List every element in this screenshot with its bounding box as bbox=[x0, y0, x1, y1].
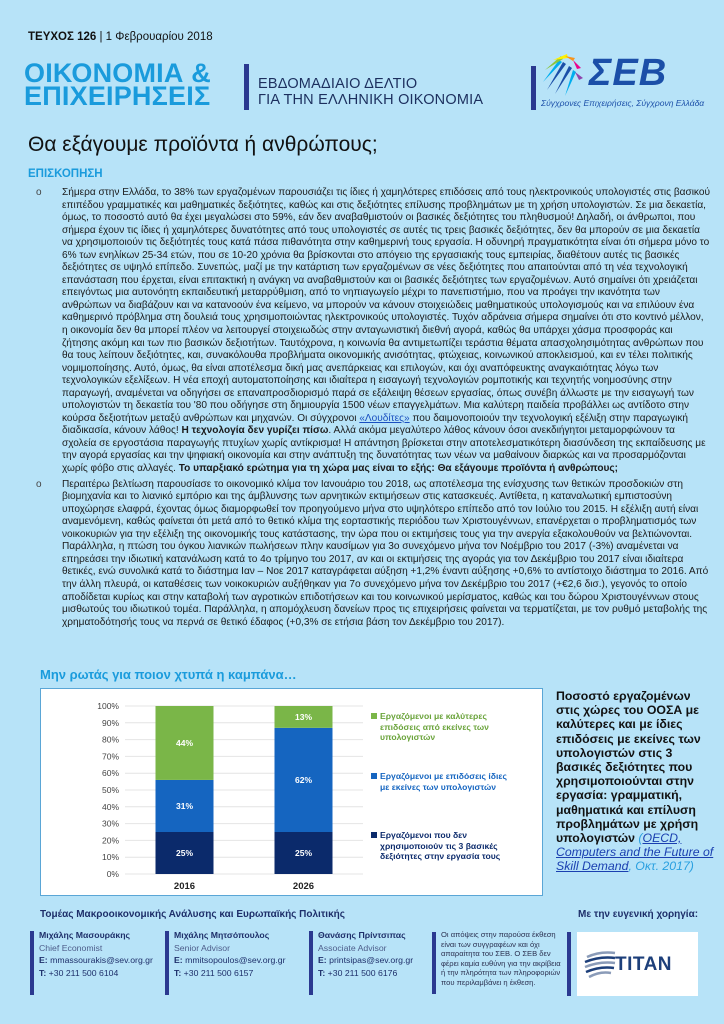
bar-data-label: 31% bbox=[175, 800, 194, 811]
contact-card bbox=[309, 929, 413, 995]
x-tick-label: 2026 bbox=[292, 881, 315, 892]
legend-label: Εργαζόμενοι που δεν χρησιμοποιούν τις 3 βασικές δεξιότητες στην εργασία τους bbox=[380, 830, 501, 861]
y-tick-label: 70% bbox=[101, 751, 119, 762]
phone-label: T: bbox=[318, 967, 326, 978]
stacked-bar-chart bbox=[41, 689, 371, 895]
bullet-text: Περαιτέρω βελτίωση παρουσίασε το οικονομικό κλίμα τον Ιανουάριο του 2018, ως αποτέλεσμα της ενίσχυσης των θετικών προσδοκιών στη βιομηχανία και το λιανικό εμπόριο και της άμβλυνσης των αρνητικών εκτιμήσεων στις κατασκευές. Αντίθετα, η καταναλωτική εμπιστοσύνη υποχώρησε ελαφρά, έχοντας όμως διαμορφωθεί τον προηγούμενο μήνα στο υψηλότερο επίπεδο από τον Ιούλιο του 2015. Η εξέλιξη αυτή είναι αναμενόμενη, καθώς φαίνεται ότι μετά από το θετικό κλίμα της εορταστικής περιόδου των Χριστουγέννων, επανέρχεται ο προβληματισμός των νοικοκυριών για την εξέλιξη της οικονομικής τους κατάστασης, την ώρα που οι εκτιμήσεις τους για την ανεργία εξακολουθούν να βελτιώνονται. Παράλληλα, η πτώση του όγκου λιανικών πωλήσεων πλην καυσίμων για 3ο συνεχόμενο μήνα τον Νοέμβριο του 2017 (-3%) αναμένεται να επηρεάσει την ιδιωτική κατανάλωση κατά το 4ο τρίμηνο του 2017, αν και οι εκτιμήσεις της αγοράς για τον Δεκέμβριο του 2017 είναι ιδιαίτερα θετικές, ενώ συνολικά κατά το διάστημα Ιαν – Νοε 2017 καταγράφεται αύξηση +1,2% έναντι αύξησης +0,6% το αντίστοιχο διάστημα το 2016. Από την άλλη πλευρά, οι καταθέσεις των νοικοκυριών αυξήθηκαν για 7ο συνεχόμενο μήνα τον Δεκέμβριο του 2017 (+€2,6 δισ.), γεγονός το οποίο αποδίδεται κυρίως και στην καταβολή των αγροτικών επιδοτήσεων και του κοινωνικού μερίσματος, καθώς και του δώρου Χριστουγέννων στους μισθωτούς του ιδιωτικού τομέα. Παράλληλα, η απομόχλευση δανείων προς τις επιχειρήσεις φαίνεται να τερματίζεται, με τον ρυθμό μεταβολής της χρηματοδότησής τους να περνά σε θετικό έδαφος (+0,3% σε ετήσια βάση τον Δεκέμβριο του 2017). bbox=[62, 478, 709, 628]
department-heading: Τομέας Μακροοικονομικής Ανάλυσης και Ευρωπαϊκής Πολιτικής bbox=[40, 909, 345, 920]
legend-label: Εργαζόμενοι με επιδόσεις ίδιες με εκείνες των υπολογιστών bbox=[380, 771, 507, 792]
masthead-subtitle-line1: ΕΒΔΟΜΑΔΙΑΙΟ ΔΕΛΤΙΟ bbox=[258, 76, 418, 92]
chart-caption-text: Ποσοστό εργαζομένων στις χώρες του ΟΟΣΑ με καλύτερες και με ίδιες επιδόσεις με εκείνες των υπολογιστών στις 3 βασικές δεξιότητες που χρησιμοποιούνται στην εργασία: γραμματική, μαθηματικά και επίλυση προβλημάτων με χρήση υπολογιστών bbox=[556, 689, 701, 846]
bullet-text: . Αλλά ακόμα μεγαλύτερο λάθος κάνουν όσοι ανεκδιήγητοι μεταμορφώνουν τα σχολεία σε εργοστάσια παραγωγής πτυχίων χωρίς αντίκρισμα! Η απάντηση βρίσκεται στην αποτελεσματικότερη διασύνδεση της εκπαίδευσης με την αγορά εργασίας και την ψηφιακή οικονομία και στην ανάπτυξη της δυνατότητας των νέων να μαθαίνουν διαρκώς και να προσαρμόζονται χωρίς φόβο στις αλλαγές. bbox=[62, 425, 706, 475]
y-tick-label: 40% bbox=[101, 801, 119, 812]
bullet-text: Σήμερα στην Ελλάδα, το 38% των εργαζομένων παρουσιάζει τις ίδιες ή χαμηλότερες επιδόσεις από τους ηλεκτρονικούς υπολογιστές στις βασικού επιπέδου γραμματικές και μαθηματικές δεξιότητες, καθώς και στις δεξιότητες επίλυσης προβλημάτων με τη χρήση υπολογιστών. Σε μια δεκαετία, όμως, το ποσοστό αυτό θα έχει μεγαλώσει στο 59%, εάν δεν αναβαθμιστούν οι βασικές δεξιότητες του πληθυσμού! Δηλαδή, οι άνθρωποι, που σήμερα έχουν τις ίδιες ή χαμηλότερες δυνατότητες από τους υπολογιστές σε αυτές τις τρεις βασικές δεξιότητες, δεν θα μπορούν σε μια δεκαετία να χρησιμοποιούν τις δεξιότητές τους κατά πάσα πιθανότητα στην καθημερινή τους εργασία. Η οδυνηρή πραγματικότητα είναι ότι σήμερα μόνο το 6% των ενηλίκων 25-34 ετών, που σε 10-20 χρόνια θα βρίσκονται στο απόγειο της εργασιακής τους εμπειρίας, διαθέτουν αυτές τις βασικές δεξιότητες σε υψηλό επίπεδο. Συνεπώς, μαζί με την κατάρτιση των εργαζομένων σε νέες δεξιότητες που απαιτούνται από τη νέα τεχνολογική επανάσταση που έρχεται, είναι επιτακτική η ανάγκη να αναβαθμιστούν και οι βασικές δεξιότητες των εργαζομένων. Αυτό σημαίνει ότι χρειάζεται επειγόντως μια αυτονόητη εκπαιδευτική μεταρρύθμιση, από το νηπιαγωγείο μέχρι το πανεπιστήμιο, που να προάγει την ικανότητα των ανθρώπων να διαβάζουν και να κατανοούν ένα κείμενο, να μπορούν να κάνουν στοιχειώδεις μαθηματικούς υπολογισμούς και να επιλύουν ένα καθημερινό πρόβλημα στη δουλειά τους χρησιμοποιώντας ηλεκτρονικούς υπολογιστές. Τυχόν αδράνεια σήμερα σημαίνει ότι στο κοντινό μέλλον, η οικονομία δεν θα μπορεί πλέον να λειτουργεί στοιχειωδώς στην ανταγωνιστική διεθνή αγορά, καθώς θα υπάρχει χάσμα προσφοράς και ζήτησης ακόμη και των πιο βασικών δεξιοτήτων. Ταυτόχρονα, η κοινωνία θα αντιμετωπίζει τεράστια θέματα απασχολησιμότητας ανθρώπων που θα τους λείπουν δεξιότητες, και, συνακόλουθα προβλήματα οικονομικής ανισότητας, φτώχειας, κοινωνικού αποκλεισμού, και εν τέλει πολιτικής νομιμοποίησης. Αυτό, όμως, θα είναι αποτέλεσμα δική μας ανεπάρκειας και επιλογών, και όχι αναπόφευκτης αναγκαιότητας λόγω των τεχνολογικών εξελίξεων. Η νέα εποχή αυτοματοποίησης και ιδιαίτερα η εισαγωγή τεχνολογιών ρομποτικής και τεχνητής νοημοσύνης στην παραγωγή, αναμένεται να οδηγήσει σε επαναπροσδιορισμό παρά σε εξάλειψη θέσεων εργασίας, όπως συνέβη άλλωστε με την εισαγωγή των υπολογιστών τη δεκαετία του '80 που οδήγησε στη δημιουργία 1500 νέων επαγγελμάτων. Μια καλύτερη παιδεία προβάλλει ως αντίδοτο στην κούρσα δεξιοτήτων μεταξύ ανθρώπων και μηχανών. Οι σύγχρονοι bbox=[62, 187, 710, 424]
disclaimer-text: Οι απόψεις στην παρούσα έκθεση είναι των συγγραφέων και όχι απαραίτητα του ΣΕΒ. Ο ΣΕΒ δεν φέρει καμία ευθύνη για την ακρίβεια ή την πληρότητα των πληροφοριών που περιλαμβάνει η έκθεση. bbox=[441, 930, 561, 987]
legend-swatch-icon bbox=[371, 713, 377, 719]
issue-line bbox=[28, 31, 213, 43]
chart-heading: Μην ρωτάς για ποιον χτυπά η καμπάνα… bbox=[40, 667, 297, 682]
legend-item bbox=[371, 771, 508, 792]
source-close: , Οκτ. 2017) bbox=[628, 859, 694, 874]
y-tick-label: 100% bbox=[97, 701, 119, 711]
bullet-marker-icon: o bbox=[36, 478, 42, 490]
legend-swatch-icon bbox=[371, 773, 377, 779]
phone-label: T: bbox=[174, 967, 182, 978]
bar-data-label: 13% bbox=[294, 711, 313, 722]
legend-swatch-icon bbox=[371, 832, 377, 838]
contact-accent-bar bbox=[30, 931, 34, 995]
issue-date: 1 Φεβρουαρίου 2018 bbox=[105, 31, 213, 43]
masthead-subtitle bbox=[258, 76, 483, 108]
source-open: ( bbox=[634, 831, 643, 846]
y-tick-label: 90% bbox=[101, 717, 119, 728]
contact-accent-bar bbox=[165, 931, 169, 995]
bar-data-label: 44% bbox=[175, 737, 194, 748]
legend-item bbox=[371, 830, 510, 862]
titan-globe-icon bbox=[583, 949, 617, 979]
x-tick-label: 2016 bbox=[173, 881, 196, 892]
legend-item bbox=[371, 711, 510, 743]
bullet-emphasis: Η τεχνολογία δεν γυρίζει πίσω bbox=[181, 425, 329, 437]
contact-card bbox=[30, 929, 153, 995]
masthead-divider bbox=[244, 64, 249, 110]
bar-data-label: 62% bbox=[294, 774, 313, 785]
phone-label: T: bbox=[39, 967, 47, 978]
contact-role: Senior Advisor bbox=[174, 942, 231, 953]
contact-email[interactable]: mmitsopoulos@sev.org.gr bbox=[185, 955, 286, 966]
contact-accent-bar bbox=[309, 931, 313, 995]
chart-caption bbox=[556, 689, 716, 874]
y-tick-label: 20% bbox=[101, 835, 119, 846]
contact-email[interactable]: mmassourakis@sev.org.gr bbox=[50, 955, 153, 966]
contact-name: Θανάσης Πρίντσιπας bbox=[318, 930, 406, 940]
page-title: Θα εξάγουμε προϊόντα ή ανθρώπους; bbox=[28, 133, 378, 156]
sev-logo[interactable] bbox=[541, 52, 711, 112]
contact-phone: +30 211 500 6104 bbox=[48, 967, 119, 978]
luddites-link[interactable]: «Λουδίτες» bbox=[359, 412, 410, 424]
contact-name: Μιχάλης Μασουράκης bbox=[39, 930, 131, 940]
masthead-title-line2: ΕΠΙΧΕΙΡΗΣΕΙΣ bbox=[24, 81, 211, 111]
titan-logo-text: TITAN bbox=[615, 954, 673, 975]
issue-separator: | bbox=[99, 31, 103, 43]
bullet-item-skills bbox=[36, 187, 710, 476]
sev-logo-text: ΣΕΒ bbox=[589, 52, 668, 94]
disclaimer bbox=[432, 930, 561, 987]
titan-sponsor-logo[interactable] bbox=[577, 932, 698, 996]
sponsor-accent-bar bbox=[567, 932, 571, 996]
email-label: E: bbox=[174, 955, 183, 966]
y-tick-label: 50% bbox=[101, 785, 119, 795]
email-label: E: bbox=[39, 955, 48, 966]
y-tick-label: 0% bbox=[106, 869, 119, 879]
masthead-title-line1: ΟΙΚΟΝΟΜΙΑ & bbox=[24, 58, 211, 88]
chart-legend bbox=[371, 689, 531, 895]
bullet-emphasis: Το υπαρξιακό ερώτημα για τη χώρα μας είναι το εξής: Θα εξάγουμε προϊόντα ή ανθρώπους; bbox=[178, 463, 619, 475]
masthead-subtitle-line2: ΓΙΑ ΤΗΝ ΕΛΛΗΝΙΚΗ ΟΙΚΟΝΟΜΙΑ bbox=[258, 92, 484, 108]
contact-phone: +30 211 500 6176 bbox=[327, 967, 398, 978]
bullet-item-economic-climate bbox=[36, 479, 710, 630]
logo-divider bbox=[531, 66, 536, 110]
contact-name: Μιχάλης Μητσόπουλος bbox=[174, 930, 270, 940]
contact-email[interactable]: printsipas@sev.org.gr bbox=[329, 955, 414, 966]
y-tick-label: 30% bbox=[101, 818, 119, 829]
contact-phone: +30 211 500 6157 bbox=[183, 967, 254, 978]
masthead-title bbox=[24, 58, 211, 111]
issue-number: ΤΕΥΧΟΣ 126 bbox=[28, 31, 97, 43]
bullet-text: που δαιμονοποιούν την τεχνολογική εξέλιξη στην παραγωγική διαδικασία, κάνουν λάθος! bbox=[62, 412, 689, 437]
contact-card bbox=[165, 929, 286, 995]
legend-label: Εργαζόμενοι με καλύτερες επιδόσεις από εκείνες των υπολογιστών bbox=[380, 711, 489, 742]
disclaimer-accent-bar bbox=[432, 932, 436, 994]
overview-bullets bbox=[36, 187, 710, 632]
contact-role: Associate Advisor bbox=[318, 942, 387, 953]
y-tick-label: 10% bbox=[101, 852, 119, 863]
y-tick-label: 60% bbox=[101, 768, 119, 779]
bar-data-label: 25% bbox=[175, 848, 194, 858]
contact-role: Chief Economist bbox=[39, 942, 103, 953]
sev-logo-burst-icon bbox=[541, 52, 589, 98]
sponsor-heading: Με την ευγενική χορηγία: bbox=[578, 909, 699, 920]
section-heading-overview: ΕΠΙΣΚΟΠΗΣΗ bbox=[28, 168, 103, 180]
y-tick-label: 80% bbox=[101, 734, 119, 745]
oecd-source-link[interactable]: OECD, Computers and the Future of Skill Demand bbox=[556, 831, 714, 874]
sev-logo-tagline: Σύγχρονες Επιχειρήσεις, Σύγχρονη Ελλάδα bbox=[541, 98, 705, 108]
chart-container bbox=[40, 688, 543, 896]
bar-data-label: 25% bbox=[294, 848, 313, 858]
bullet-marker-icon: o bbox=[36, 187, 42, 198]
email-label: E: bbox=[318, 955, 327, 966]
